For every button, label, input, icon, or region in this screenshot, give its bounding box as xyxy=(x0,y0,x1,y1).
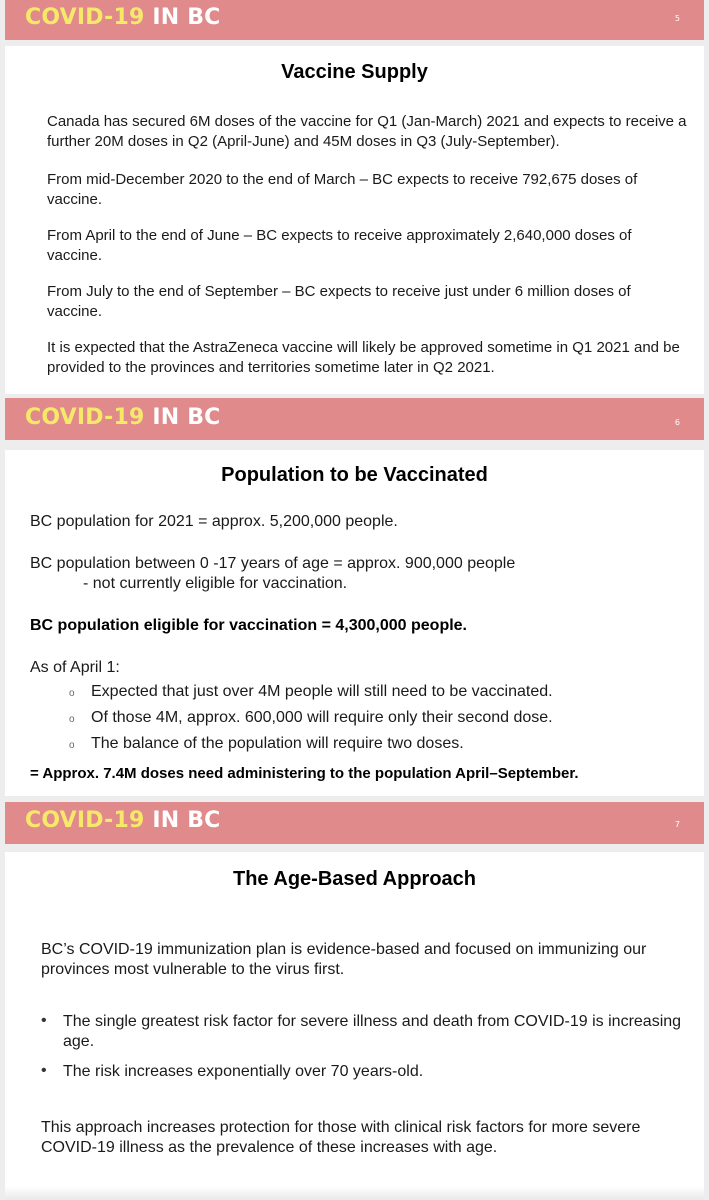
as-of-date: As of April 1: xyxy=(30,659,120,676)
paragraph: It is expected that the AstraZeneca vaccine will likely be approved sometime in Q1 2021 and be provided to the provinces and territories sometime later in Q2 2021. xyxy=(47,339,680,376)
header-banner-slide-5 xyxy=(5,0,704,40)
total-doses-summary: = Approx. 7.4M doses need administering to the population April–September. xyxy=(30,765,579,782)
page-number: 6 xyxy=(674,418,680,427)
not-eligible-note: - not currently eligible for vaccination. xyxy=(83,575,348,592)
slide-age-based-approach xyxy=(5,852,704,1186)
hollow-bullet-icon: o xyxy=(69,740,75,751)
slide-population-to-be-vaccinated xyxy=(5,450,704,796)
slide-vaccine-supply xyxy=(5,46,704,394)
header-banner-slide-6 xyxy=(5,398,704,440)
hollow-bullet-icon: o xyxy=(69,714,75,725)
population-2021: BC population for 2021 = approx. 5,200,000 people. xyxy=(30,513,398,530)
slide-title: The Age-Based Approach xyxy=(233,868,476,890)
hollow-bullet-icon: o xyxy=(69,688,75,699)
list-item: Expected that just over 4M people will still need to be vaccinated. xyxy=(91,683,553,700)
page-edge xyxy=(5,1186,704,1200)
slide-title: Population to be Vaccinated xyxy=(221,464,488,486)
list-item: The risk increases exponentially over 70 years-old. xyxy=(63,1063,424,1080)
paragraph: From April to the end of June – BC expects to receive approximately 2,640,000 doses of vaccine. xyxy=(47,227,632,264)
closing-paragraph: This approach increases protection for those with clinical risk factors for more severe COVID-19 illness as the prevalence of these increases with age. xyxy=(41,1119,641,1156)
covid-in-bc-logo: COVID-19 IN BC xyxy=(25,405,221,430)
list-item: The balance of the population will require two doses. xyxy=(91,735,464,752)
bullet-icon: • xyxy=(41,1012,47,1029)
list-item: The single greatest risk factor for severe illness and death from COVID-19 is increasing age. xyxy=(63,1013,682,1050)
paragraph: From mid-December 2020 to the end of March – BC expects to receive 792,675 doses of vaccine. xyxy=(47,171,638,208)
paragraph: Canada has secured 6M doses of the vaccine for Q1 (Jan-March) 2021 and expects to receive a further 20M doses in Q2 (April-June) and 45M doses in Q3 (July-September). xyxy=(47,113,687,150)
covid-in-bc-logo: COVID-19 IN BC xyxy=(25,808,221,833)
slide-title: Vaccine Supply xyxy=(281,61,428,83)
list-item: Of those 4M, approx. 600,000 will require only their second dose. xyxy=(91,709,553,726)
eligible-population: BC population eligible for vaccination = 4,300,000 people. xyxy=(30,617,467,634)
header-banner-slide-7 xyxy=(5,802,704,844)
covid-in-bc-logo: COVID-19 IN BC xyxy=(25,5,221,30)
intro-paragraph: BC’s COVID-19 immunization plan is evidence-based and focused on immunizing our provinces most vulnerable to the virus first. xyxy=(41,941,647,978)
bullet-icon: • xyxy=(41,1062,47,1079)
page-number: 5 xyxy=(674,14,680,23)
paragraph: From July to the end of September – BC expects to receive just under 6 million doses of vaccine. xyxy=(47,283,631,320)
page-number: 7 xyxy=(674,820,680,829)
population-under-18: BC population between 0 -17 years of age = approx. 900,000 people xyxy=(30,555,516,572)
